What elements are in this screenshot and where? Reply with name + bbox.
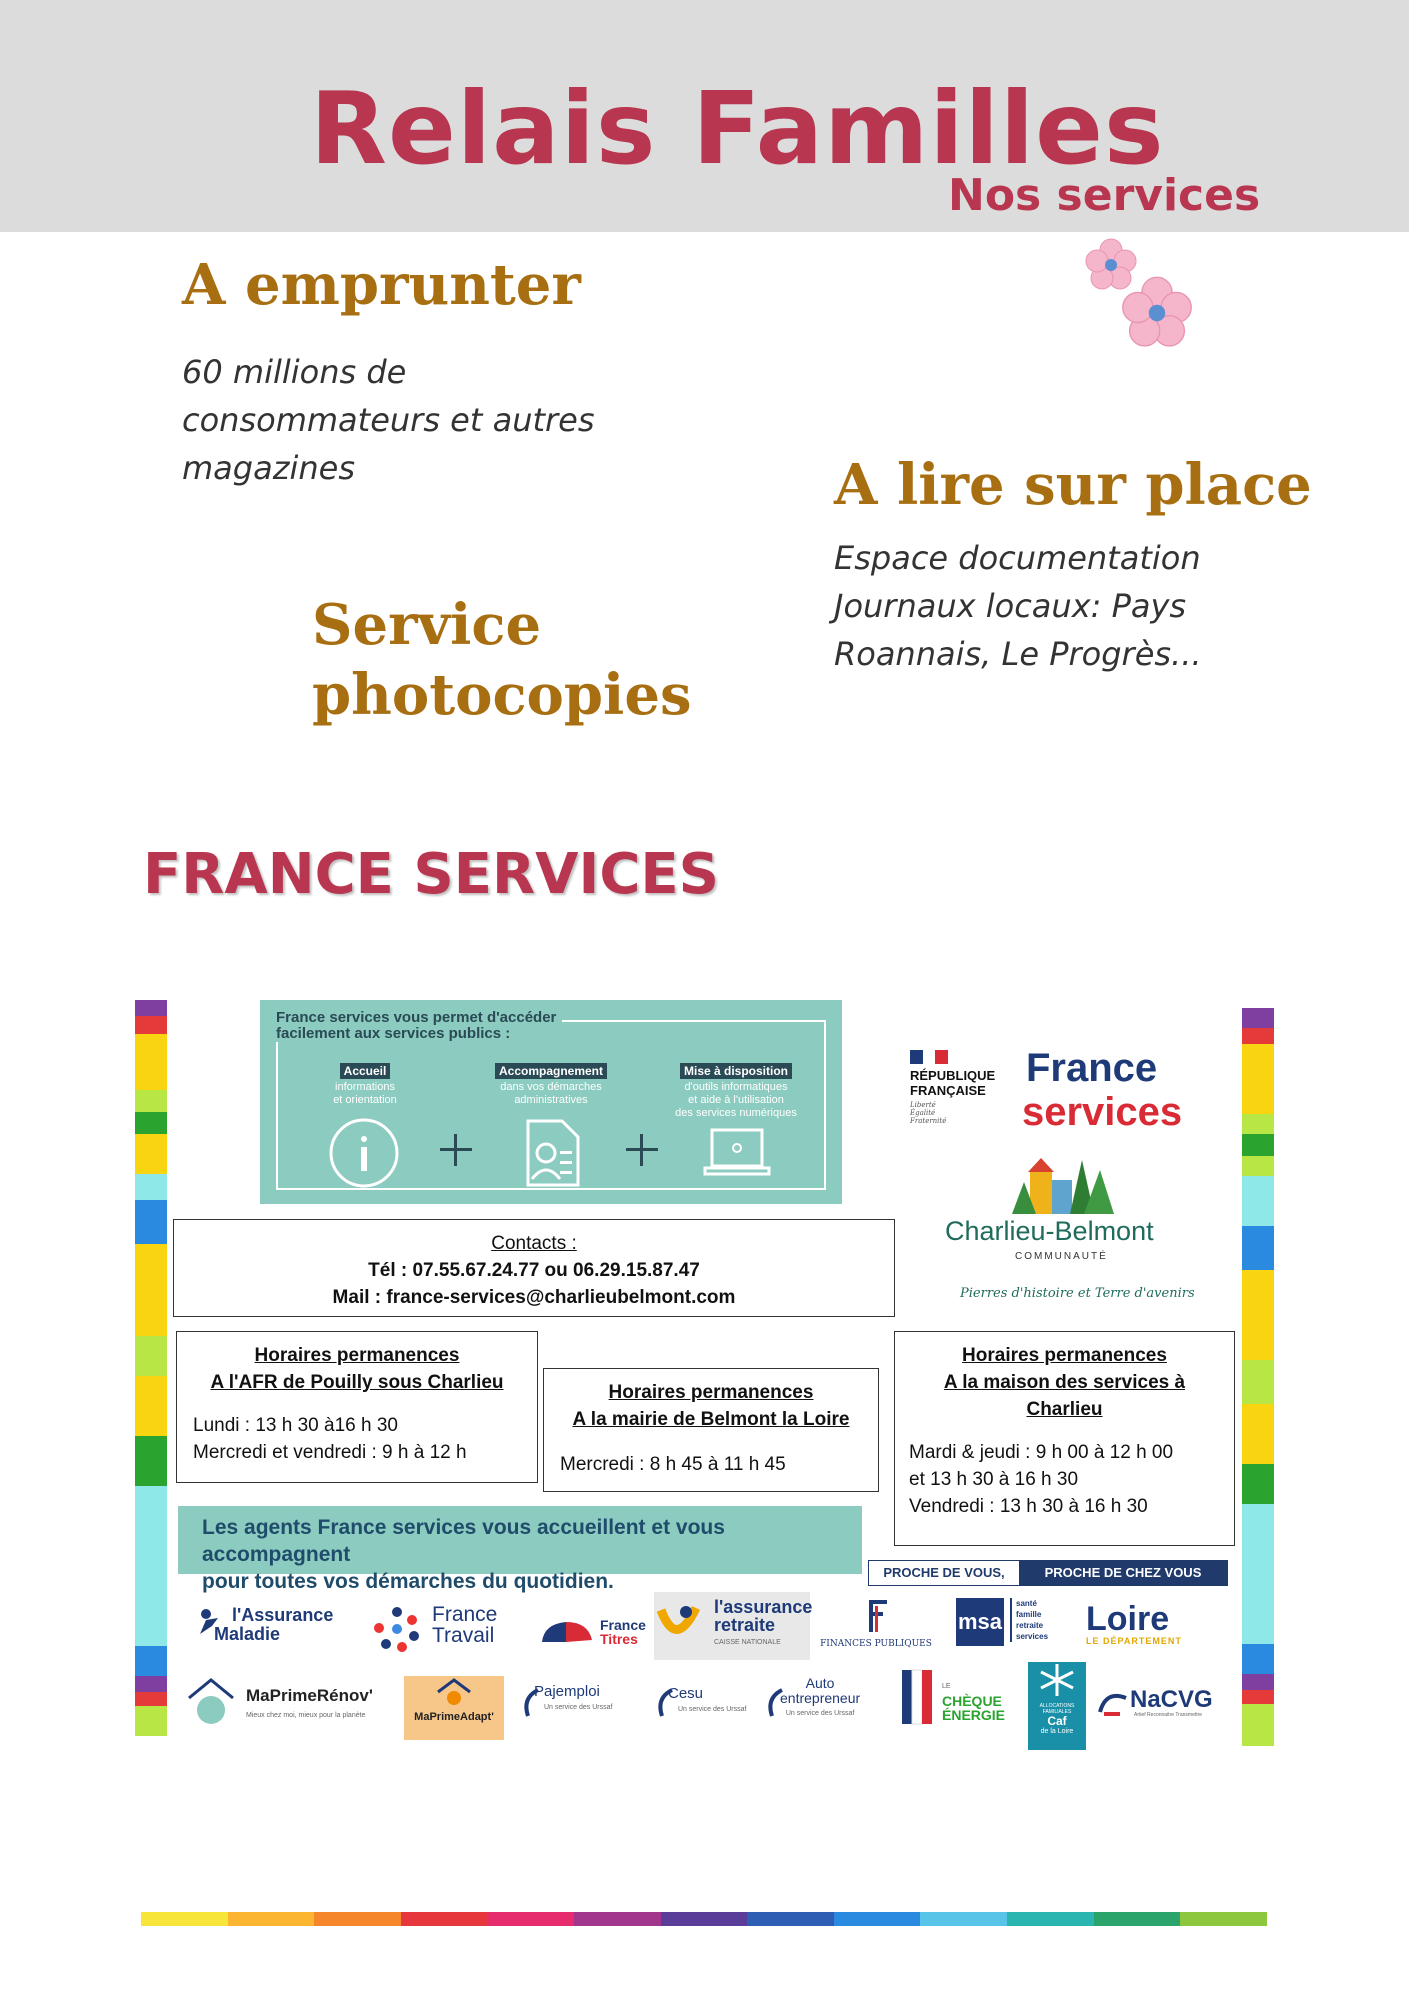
charlieu-belmont-motto: Pierres d'histoire et Terre d'avenirs — [960, 1286, 1195, 1301]
hours-box-pouilly: Horaires permanences A l'AFR de Pouilly sous Charlieu Lundi : 13 h 30 à16 h 30 Mercredi et vendredi : 9 h à 12 h — [176, 1331, 538, 1483]
logo-maprimerenov: MaPrimeRénov' Mieux chez moi, mieux pour la planète — [186, 1676, 373, 1726]
hours-box-belmont: Horaires permanences A la mairie de Belmont la Loire Mercredi : 8 h 45 à 11 h 45 — [543, 1368, 879, 1492]
france-services-logo-line1: France — [1026, 1046, 1158, 1090]
laptop-icon — [702, 1124, 772, 1184]
cheque-energie-flag-icon — [898, 1666, 938, 1728]
agents-banner: Les agents France services vous accueillent et vous accompagnent pour toutes vos démarches du quotidien. — [178, 1506, 862, 1574]
logo-finances-publiques: FINANCES PUBLIQUES — [820, 1598, 932, 1649]
urssaf-swoosh-icon — [654, 1688, 676, 1718]
logo-pajemploi: Pajemploi Un service des Urssaf — [520, 1684, 612, 1716]
logo-assurance-maladie: l'Assurance Maladie — [196, 1606, 333, 1644]
charlieu-belmont-communaute: COMMUNAUTÉ — [1015, 1251, 1108, 1262]
panel-col-mise-a-disposition: Mise à disposition d'outils informatiques et aide à l'utilisation des services numériques — [675, 1064, 797, 1119]
heading-emprunter: A emprunter — [182, 252, 581, 318]
assurance-retraite-icon — [656, 1600, 706, 1650]
logo-france-titres: France Titres — [540, 1618, 646, 1646]
urssaf-swoosh-icon — [764, 1688, 786, 1718]
left-color-stripe — [135, 1000, 167, 1736]
contacts-tel: Tél : 07.55.67.24.77 ou 06.29.15.87.47 — [368, 1260, 700, 1281]
logo-nacvg: NaCVG Artief Reconnaitre Transmettre — [1098, 1688, 1213, 1718]
heading-photocopies: Service photocopies — [312, 592, 692, 728]
logo-msa: msa santé famille retraite services — [956, 1598, 1004, 1646]
contacts-heading: Contacts : — [491, 1233, 577, 1254]
plus-icon — [436, 1130, 476, 1170]
urssaf-swoosh-icon — [520, 1688, 542, 1718]
logo-auto-entrepreneur: Auto entrepreneur Un service des Urssaf — [764, 1676, 860, 1721]
emprunter-text: 60 millions de consommateurs et autres magazines — [182, 353, 595, 487]
charlieu-belmont-tower-icon — [1010, 1156, 1114, 1216]
logo-assurance-retraite: l'assurance retraite CAISSE NATIONALE — [654, 1592, 810, 1660]
logo-cesu: Cesu Un service des Urssaf — [654, 1686, 746, 1718]
info-icon — [328, 1117, 400, 1189]
page-title: Relais Familles — [310, 70, 1165, 187]
france-titres-icon — [540, 1618, 594, 1646]
plus-icon — [622, 1130, 662, 1170]
france-services-title: FRANCE SERVICES — [143, 842, 719, 907]
hours-box-charlieu: Horaires permanences A la maison des services à Charlieu Mardi & jeudi : 9 h 00 à 12 h 00 et 13 h 30 à 16 h 30 Vendredi : 13 h 30 à 16 h 30 — [894, 1331, 1235, 1546]
contacts-box — [173, 1219, 895, 1317]
france-travail-icon — [372, 1604, 422, 1654]
logo-cheque-energie: LE CHÈQUE ÉNERGIE — [898, 1666, 1018, 1728]
assurance-maladie-icon — [196, 1606, 226, 1636]
lire-text: Espace documentation Journaux locaux: Pays Roannais, Le Progrès... — [834, 539, 1202, 673]
logo-loire-departement: Loire LE DÉPARTEMENT — [1086, 1600, 1182, 1646]
page-subtitle: Nos services — [948, 170, 1261, 221]
republique-francaise-logo: RÉPUBLIQUE FRANÇAISE Liberté Égalité Fraternité — [910, 1050, 1010, 1125]
proche-de-vous-badge: PROCHE DE VOUS, PROCHE DE CHEZ VOUS — [868, 1560, 1228, 1586]
flower-icon — [1120, 276, 1194, 350]
charlieu-belmont-name: Charlieu-Belmont — [945, 1216, 1154, 1246]
document-icon — [520, 1117, 584, 1189]
heading-lire-sur-place: A lire sur place — [834, 452, 1312, 518]
logo-maprimeadapt: MaPrimeAdapt' — [404, 1676, 504, 1740]
house-icon — [434, 1676, 474, 1706]
contacts-mail: Mail : france-services@charlieubelmont.com — [332, 1287, 736, 1308]
france-services-logo-line2: services — [1022, 1090, 1183, 1134]
panel-col-accompagnement: Accompagnement dans vos démarches administratives — [466, 1062, 636, 1106]
marianne-icon — [910, 1050, 948, 1064]
logo-france-travail: France Travail — [372, 1604, 497, 1646]
house-icon — [186, 1676, 236, 1724]
right-color-stripe — [1242, 1008, 1274, 1746]
panel-intro: France services vous permet d'accéder facilement aux services publics : — [276, 1010, 562, 1042]
panel-col-accueil: Accueil informations et orientation — [333, 1064, 397, 1106]
bottom-rainbow-bar — [141, 1912, 1267, 1926]
nacvg-icon — [1098, 1688, 1128, 1718]
logo-caf-loire: ALLOCATIONS FAMILIALES Caf de la Loire — [1028, 1662, 1086, 1750]
caf-snowflake-icon — [1037, 1662, 1077, 1698]
finances-publiques-icon — [861, 1598, 891, 1634]
